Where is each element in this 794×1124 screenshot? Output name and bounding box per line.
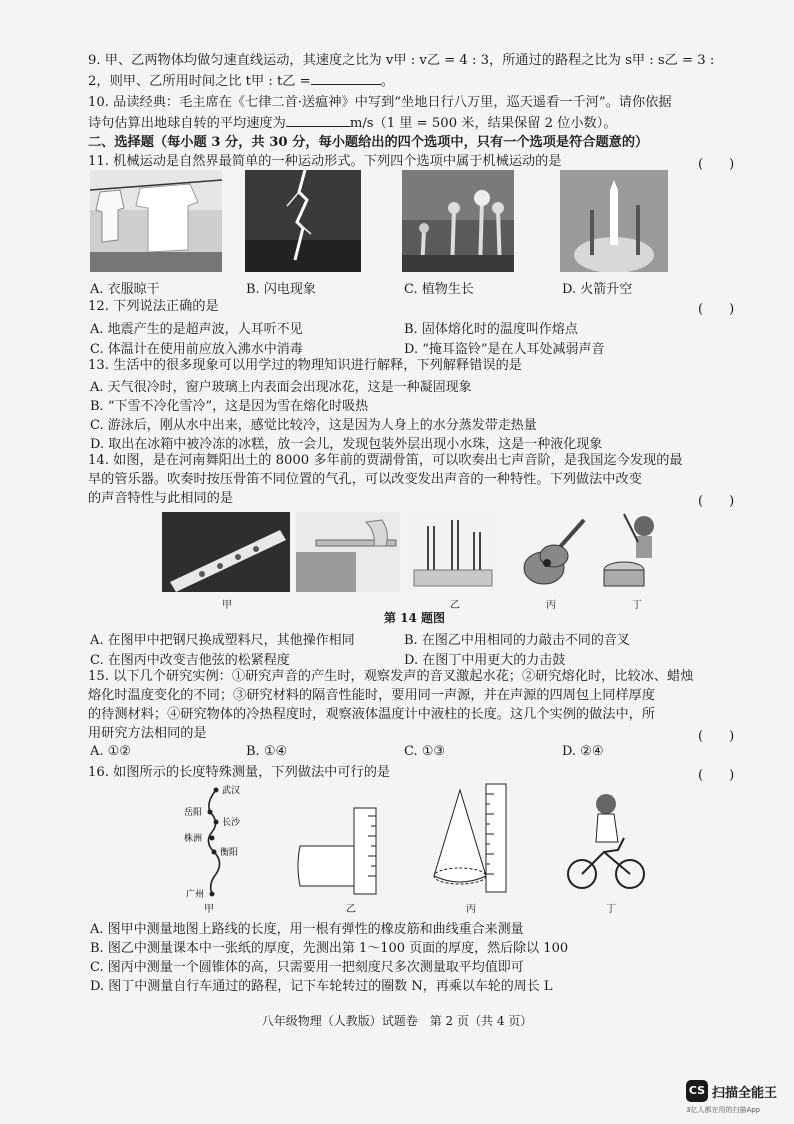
answer-paren[interactable]: ( ): [698, 157, 735, 172]
q11-option-d[interactable]: D. 火箭升空: [562, 282, 633, 297]
q15-option-d[interactable]: D. ②④: [562, 744, 604, 759]
q13-option-d[interactable]: D. 取出在冰箱中被冷冻的冰糕，放一会儿，发现包装外层出现小水珠，这是一种液化现象: [90, 437, 603, 452]
q10-line2: [88, 114, 617, 133]
q9-line2: [88, 72, 394, 91]
q11-stem: 11. 机械运动是自然界最简单的一种运动形式。下列四个选项中属于机械运动的是: [88, 154, 562, 169]
tuning-forks-photo: [408, 512, 498, 592]
q11-option-c[interactable]: C. 植物生长: [404, 282, 474, 297]
figure-label-b: 乙: [450, 600, 460, 611]
answer-paren[interactable]: ( ): [698, 729, 735, 744]
answer-blank[interactable]: [286, 114, 350, 127]
q16-option-d[interactable]: D. 图丁中测量自行车通过的路程，记下车轮转过的圈数 N，再乘以车轮的周长 L: [90, 979, 553, 994]
answer-paren[interactable]: ( ): [698, 494, 735, 509]
q15-option-c[interactable]: C. ①③: [404, 744, 446, 759]
q10-end: m/s（1 里 = 500 米，结果保留 2 位小数）。: [349, 116, 617, 131]
figure-label-a: 甲: [222, 600, 232, 611]
book-thickness-diagram: [296, 800, 386, 895]
scanner-logo-icon: CS: [686, 1080, 708, 1102]
q13-option-c[interactable]: C. 游泳后，刚从水中出来，感觉比较冷，这是因为人身上的水分蒸发带走热量: [90, 418, 537, 433]
q15-option-a[interactable]: A. ①②: [90, 744, 131, 759]
lightning-photo: [245, 170, 361, 272]
q15-line3: 的待测材料；④研究物体的冷热程度时，观察液体温度计中液柱的长度。这几个实例的做法中，所: [88, 707, 656, 722]
q14-line2: 早的管乐器。吹奏时按压骨笛不同位置的气孔，可以改变发出声音的一种特性。下列做法中改变: [88, 472, 642, 487]
q9-text: 2，则甲、乙所用时间之比 t甲 : t乙 =: [88, 74, 311, 89]
q16-option-b[interactable]: B. 图乙中测量课本中一张纸的厚度，先测出第 1～100 页面的厚度，然后除以 100: [90, 941, 569, 956]
clothes-drying-photo: [90, 170, 222, 272]
figure-caption: 第 14 题图: [384, 611, 446, 625]
q16-stem: 16. 如图所示的长度特殊测量，下列做法中可行的是: [88, 765, 391, 780]
q16-option-c[interactable]: C. 图丙中测量一个圆锥体的高，只需要用一把刻度尺多次测量取平均值即可: [90, 960, 524, 975]
scanner-tagline: 3亿人都在用的扫描App: [686, 1106, 761, 1114]
q13-stem: 13. 生活中的很多现象可以用学过的物理知识进行解释，下列解释错误的是: [88, 358, 522, 373]
q9-end: 。: [380, 74, 394, 89]
scanner-watermark: [686, 1080, 786, 1116]
drum-kid-icon: [602, 508, 668, 594]
rocket-launch-photo: [560, 170, 668, 272]
guitar-icon: [514, 512, 594, 592]
figure-label-c: 丙: [546, 600, 556, 611]
figure-label-b: 乙: [346, 904, 356, 915]
q14-line3: 的声音特性与此相同的是: [88, 491, 234, 506]
q14-line1: 14. 如图，是在河南舞阳出土的 8000 多年前的贾湖骨笛，可以吹奏出七声音阶，是我国迄今发现的最: [88, 453, 683, 468]
q13-option-b[interactable]: B. “下雪不冷化雪冷”，这是因为雪在熔化时吸热: [90, 399, 369, 414]
map-label-wuhan: 武汉: [222, 786, 241, 796]
q16-option-a[interactable]: A. 图甲中测量地图上路线的长度，用一根有弹性的橡皮筋和曲线重合来测量: [90, 922, 524, 937]
page-footer: 八年级物理（人教版）试题卷 第 2 页（共 4 页）: [261, 1014, 533, 1028]
answer-blank[interactable]: [311, 72, 381, 85]
q14-option-a[interactable]: A. 在图甲中把钢尺换成塑料尺，其他操作相同: [90, 633, 355, 648]
q15-option-b[interactable]: B. ①④: [246, 744, 288, 759]
bone-flute-photo: [162, 512, 290, 592]
section-title: 二、选择题（每小题 3 分，共 30 分，每小题给出的四个选项中，只有一个选项是符合题意的）: [88, 135, 649, 150]
q14-option-d[interactable]: D. 在图丁中用更大的力击鼓: [404, 653, 566, 668]
q11-option-a[interactable]: A. 衣服晾干: [90, 282, 160, 297]
q13-option-a[interactable]: A. 天气很冷时，窗户玻璃上内表面会出现冰花，这是一种凝固现象: [90, 380, 472, 395]
map-label-changsha: 长沙: [222, 818, 241, 828]
figure-label-d: 丁: [606, 904, 616, 915]
map-label-hengyang: 衡阳: [220, 848, 239, 858]
bicycle-rider-icon: [566, 790, 646, 895]
scanner-name: 扫描全能王: [712, 1086, 778, 1101]
answer-paren[interactable]: ( ): [698, 768, 735, 783]
plant-growth-photo: [402, 170, 514, 272]
answer-paren[interactable]: ( ): [698, 302, 735, 317]
q15-line2: 熔化时温度变化的不同；③研究材料的隔音性能时，要用同一声源，并在声源的四周包上同样厚度: [88, 688, 656, 703]
q12-stem: 12. 下列说法正确的是: [88, 299, 219, 314]
q10-line1: 10. 品读经典：毛主席在《七律二首·送瘟神》中写到“坐地日行八万里，巡天遥看一千河”。请你依据: [88, 95, 672, 110]
q12-option-c[interactable]: C. 体温计在使用前应放入沸水中消毒: [90, 342, 303, 357]
steel-ruler-photo: [296, 512, 400, 592]
q10-text: 诗句估算出地球自转的平均速度为: [88, 116, 286, 131]
q12-option-a[interactable]: A. 地震产生的是超声波，人耳听不见: [90, 322, 303, 337]
route-map-diagram: [170, 782, 260, 900]
map-label-yueyang: 岳阳: [184, 808, 203, 818]
q9-line1: 9. 甲、乙两物体均做匀速直线运动，其速度之比为 v甲 : v乙 = 4 : 3，所通过的路程之比为 s甲 : s乙 = 3 :: [88, 53, 715, 68]
q15-line1: 15. 以下几个研究实例：①研究声音的产生时，观察发声的音叉激起水花；②研究熔化时，比较冰、蜡烛: [88, 669, 694, 684]
q12-option-b[interactable]: B. 固体熔化时的温度叫作熔点: [404, 322, 578, 337]
cone-height-diagram: [424, 780, 524, 898]
q14-option-b[interactable]: B. 在图乙中用相同的力敲击不同的音叉: [404, 633, 630, 648]
figure-label-d: 丁: [632, 600, 642, 611]
figure-label-c: 丙: [466, 904, 476, 915]
q12-option-d[interactable]: D. “掩耳盗铃”是在人耳处减弱声音: [404, 342, 605, 357]
q11-option-b[interactable]: B. 闪电现象: [246, 282, 316, 297]
q14-option-c[interactable]: C. 在图丙中改变吉他弦的松紧程度: [90, 653, 290, 668]
q15-line4: 用研究方法相同的是: [88, 726, 207, 741]
map-label-zhuzhou: 株洲: [184, 834, 203, 844]
map-label-guangzhou: 广州: [186, 890, 205, 900]
figure-label-a: 甲: [204, 904, 214, 915]
